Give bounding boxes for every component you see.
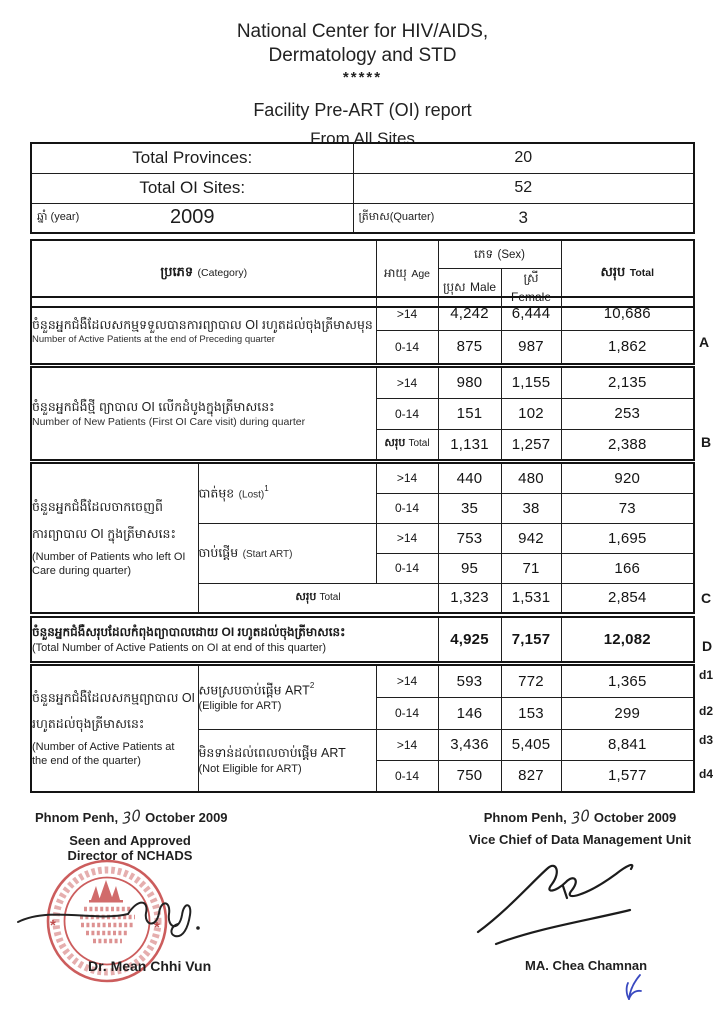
total-value: 253 (561, 398, 694, 429)
male-value: 440 (438, 463, 501, 493)
lost-label-en: (Lost) (238, 489, 265, 501)
start-art-label-en: (Start ART) (242, 548, 293, 560)
left-approval-line1: Seen and Approved (69, 833, 191, 848)
age-cell: 0-14 (376, 697, 438, 729)
female-value: 6,444 (501, 297, 561, 330)
female-header-en: Female (511, 289, 552, 304)
section-c-category-cell (31, 463, 198, 613)
section-d-label-en: (Total Number of Active Patients on OI at end of this quarter) (32, 642, 327, 655)
category-header-en: (Category) (197, 267, 248, 280)
section-b-category-cell (31, 367, 376, 460)
section-b-total-label-kh: សរុប (384, 437, 406, 450)
right-handwritten-day: 30 (570, 805, 591, 829)
male-value: 35 (438, 493, 501, 523)
total-value: 10,686 (561, 297, 694, 330)
right-place: Phnom Penh, (483, 810, 567, 825)
sex-header-kh: ភេទ (474, 246, 494, 261)
section-a-label-kh: ចំនួនអ្នកជំងឺដែលសកម្មទទួលបានការព្យាបាល OI រហូតដល់ចុងត្រីមាសមុន (32, 317, 373, 332)
blue-ink-mark (622, 972, 648, 1002)
eligible-label-en: (Eligible for ART) (198, 700, 282, 713)
total-value: 73 (561, 493, 694, 523)
section-a-table (30, 296, 695, 365)
row-marker-d: D (702, 638, 713, 654)
quarter-label: ត្រីមាស(Quarter) (358, 210, 435, 223)
age-cell: 0-14 (376, 553, 438, 583)
quarter-value: 3 (518, 207, 528, 227)
male-value: 980 (438, 367, 501, 398)
section-e-label-kh1: ចំនួនអ្នកជំងឺដែលសកម្មព្យាបាល OI (32, 690, 196, 705)
year-label: ឆ្នាំ (year) (37, 210, 80, 223)
total-value: 12,082 (561, 617, 694, 662)
row-marker-a: A (699, 334, 710, 350)
section-e-table (30, 664, 695, 793)
total-oi-sites-label-cell (31, 173, 353, 203)
total-value: 1,577 (561, 760, 694, 792)
table-row (31, 463, 694, 493)
age-cell: >14 (376, 297, 438, 330)
female-value: 38 (501, 493, 561, 523)
female-value: 102 (501, 398, 561, 429)
row-marker-b: B (701, 434, 712, 450)
svg-text:*: * (154, 919, 160, 936)
table-row (31, 665, 694, 697)
section-c-total-label-kh: សរុប (295, 590, 317, 603)
section-c-start-art-cell (198, 523, 376, 583)
age-header-en: Age (411, 267, 430, 280)
director-name: Dr. Mean Chhi Vun (88, 958, 212, 974)
org-name-line1: National Center for HIV/AIDS, (236, 21, 489, 42)
female-value: 71 (501, 553, 561, 583)
female-value: 987 (501, 330, 561, 364)
sex-header-en: (Sex) (497, 248, 525, 261)
section-b-label-en: Number of New Patients (First OI Care visit) during quarter (32, 416, 306, 428)
section-e-label-kh2: រហូតដល់ចុងត្រីមាសនេះ (32, 716, 145, 731)
male-header-en: Male (470, 279, 497, 294)
eligible-footnote: 2 (309, 680, 315, 690)
age-cell: >14 (376, 665, 438, 697)
lost-label-kh: បាត់មុខ (198, 486, 235, 501)
male-value: 95 (438, 553, 501, 583)
section-e-label-en2: the end of the quarter) (32, 755, 141, 768)
male-value: 875 (438, 330, 501, 364)
age-cell: 0-14 (376, 760, 438, 792)
section-e-eligible-cell (198, 665, 376, 729)
male-value: 593 (438, 665, 501, 697)
male-value: 4,242 (438, 297, 501, 330)
year-value: 2009 (170, 206, 215, 229)
footer-left-block (35, 805, 265, 863)
section-c-label-kh2: ការព្យាបាល OI ក្នុងត្រីមាសនេះ (32, 526, 176, 541)
age-cell: >14 (376, 523, 438, 553)
total-oi-sites-value-cell (353, 173, 694, 203)
total-header-en: Total (629, 267, 655, 280)
section-c-total-label-en: Total (319, 591, 341, 603)
female-value: 1,531 (501, 583, 561, 613)
section-e-category-cell (31, 665, 198, 792)
total-provinces-label: Total Provinces: (132, 148, 253, 168)
row-marker-d2: d2 (699, 704, 714, 718)
total-provinces-value-cell (353, 143, 694, 173)
table-row (31, 297, 694, 330)
row-marker-d4: d4 (699, 767, 714, 781)
table-row (31, 367, 694, 398)
female-value: 153 (501, 697, 561, 729)
table-row-grand-total (31, 617, 694, 662)
female-value: 7,157 (501, 617, 561, 662)
left-place: Phnom Penh, (35, 810, 119, 825)
female-value: 942 (501, 523, 561, 553)
male-value: 753 (438, 523, 501, 553)
total-value: 166 (561, 553, 694, 583)
total-value: 920 (561, 463, 694, 493)
section-a-label-en: Number of Active Patients at the end of Preceding quarter (32, 333, 275, 345)
org-name-line2: Dermatology and STD (268, 44, 457, 66)
not-eligible-label-en: (Not Eligible for ART) (198, 763, 302, 776)
total-value: 2,854 (561, 583, 694, 613)
male-value: 146 (438, 697, 501, 729)
left-date-rest: October 2009 (145, 810, 228, 825)
row-marker-d1: d1 (699, 668, 714, 682)
section-b-table (30, 366, 695, 461)
report-title: Facility Pre-ART (OI) report (253, 100, 472, 121)
age-header-kh: អាយុ (384, 265, 407, 280)
total-value: 1,365 (561, 665, 694, 697)
left-approval-line2: Director of NCHADS (67, 848, 193, 863)
male-value: 4,925 (438, 617, 501, 662)
quarter-cell (353, 203, 694, 233)
row-marker-d3: d3 (699, 733, 714, 747)
section-c-label-en1: (Number of Patients who left OI (32, 550, 186, 563)
right-title-line: Vice Chief of Data Management Unit (468, 832, 692, 847)
total-value: 1,862 (561, 330, 694, 364)
not-eligible-label-kh: មិនទាន់ដល់ពេលចាប់ផ្តើម ART (198, 746, 346, 761)
section-a-category-cell (31, 297, 376, 364)
section-d-table (30, 616, 695, 663)
left-handwritten-day: 30 (121, 805, 142, 829)
report-subtitle: From All Sites (310, 128, 415, 148)
male-header-kh: ប្រុស (442, 279, 466, 294)
vice-chief-name: MA. Chea Chamnan (525, 958, 648, 973)
start-art-label-kh: ចាប់ផ្តើម (198, 545, 239, 560)
total-oi-sites-label: Total OI Sites: (139, 178, 246, 197)
summary-table (30, 142, 695, 234)
female-value: 480 (501, 463, 561, 493)
age-cell: 0-14 (376, 493, 438, 523)
section-d-label-kh: ចំនួនអ្នកជំងឺសរុបដែលកំពុងព្យាបាលដោយ OI រហូតដល់ចុងត្រីមាសនេះ (32, 624, 346, 639)
total-value: 299 (561, 697, 694, 729)
female-value: 1,257 (501, 429, 561, 460)
female-value: 772 (501, 665, 561, 697)
male-value: 1,323 (438, 583, 501, 613)
section-b-total-label-en: Total (408, 438, 430, 450)
section-c-total-label-cell (198, 583, 438, 613)
row-marker-c: C (701, 590, 712, 606)
total-provinces-label-cell (31, 143, 353, 173)
col-sex-header (438, 240, 561, 268)
section-c-table (30, 462, 695, 614)
svg-text:*: * (50, 917, 56, 934)
section-d-category-cell (31, 617, 438, 662)
age-cell: >14 (376, 729, 438, 760)
female-value: 827 (501, 760, 561, 792)
total-oi-sites-value: 52 (514, 179, 533, 196)
header-row-1 (31, 240, 694, 268)
total-provinces-value: 20 (514, 149, 533, 167)
total-value: 1,695 (561, 523, 694, 553)
age-cell: 0-14 (376, 330, 438, 364)
section-c-label-kh1: ចំនួនអ្នកជំងឺដែលចាកចេញពី (32, 499, 163, 514)
footer-right-block (455, 805, 705, 847)
total-value: 2,388 (561, 429, 694, 460)
male-value: 3,436 (438, 729, 501, 760)
age-cell: >14 (376, 367, 438, 398)
section-e-label-en1: (Number of Active Patients at (32, 740, 175, 753)
vice-chief-signature (468, 852, 653, 952)
right-date-line (455, 805, 705, 829)
section-e-not-eligible-cell (198, 729, 376, 792)
summary-row-year-quarter (31, 203, 694, 233)
male-value: 151 (438, 398, 501, 429)
total-value: 8,841 (561, 729, 694, 760)
section-b-total-label-cell (376, 429, 438, 460)
section-c-label-en2: Care during quarter) (32, 565, 132, 578)
section-c-lost-cell (198, 463, 376, 523)
right-date-rest: October 2009 (593, 810, 677, 825)
total-value: 2,135 (561, 367, 694, 398)
age-cell: >14 (376, 463, 438, 493)
section-b-label-kh: ចំនួនអ្នកជំងឺថ្មី ព្យាបាល OI លើកដំបូងក្នុងត្រីមាសនេះ (32, 399, 275, 414)
female-value: 1,155 (501, 367, 561, 398)
lost-footnote: 1 (264, 484, 269, 494)
age-cell: 0-14 (376, 398, 438, 429)
document-header (0, 20, 725, 149)
male-value: 1,131 (438, 429, 501, 460)
total-header-kh: សរុប (600, 264, 626, 280)
female-value: 5,405 (501, 729, 561, 760)
stars-divider: ***** (342, 68, 383, 86)
eligible-label-kh: សមស្របចាប់ផ្តើម ART (198, 683, 310, 698)
male-value: 750 (438, 760, 501, 792)
summary-row-sites (31, 173, 694, 203)
female-header-kh: ស្រី (523, 270, 539, 285)
director-signature (16, 888, 226, 952)
category-header-kh: ប្រភេទ (160, 264, 194, 280)
year-cell (31, 203, 353, 233)
left-date-line (35, 805, 265, 829)
summary-row-provinces (31, 143, 694, 173)
